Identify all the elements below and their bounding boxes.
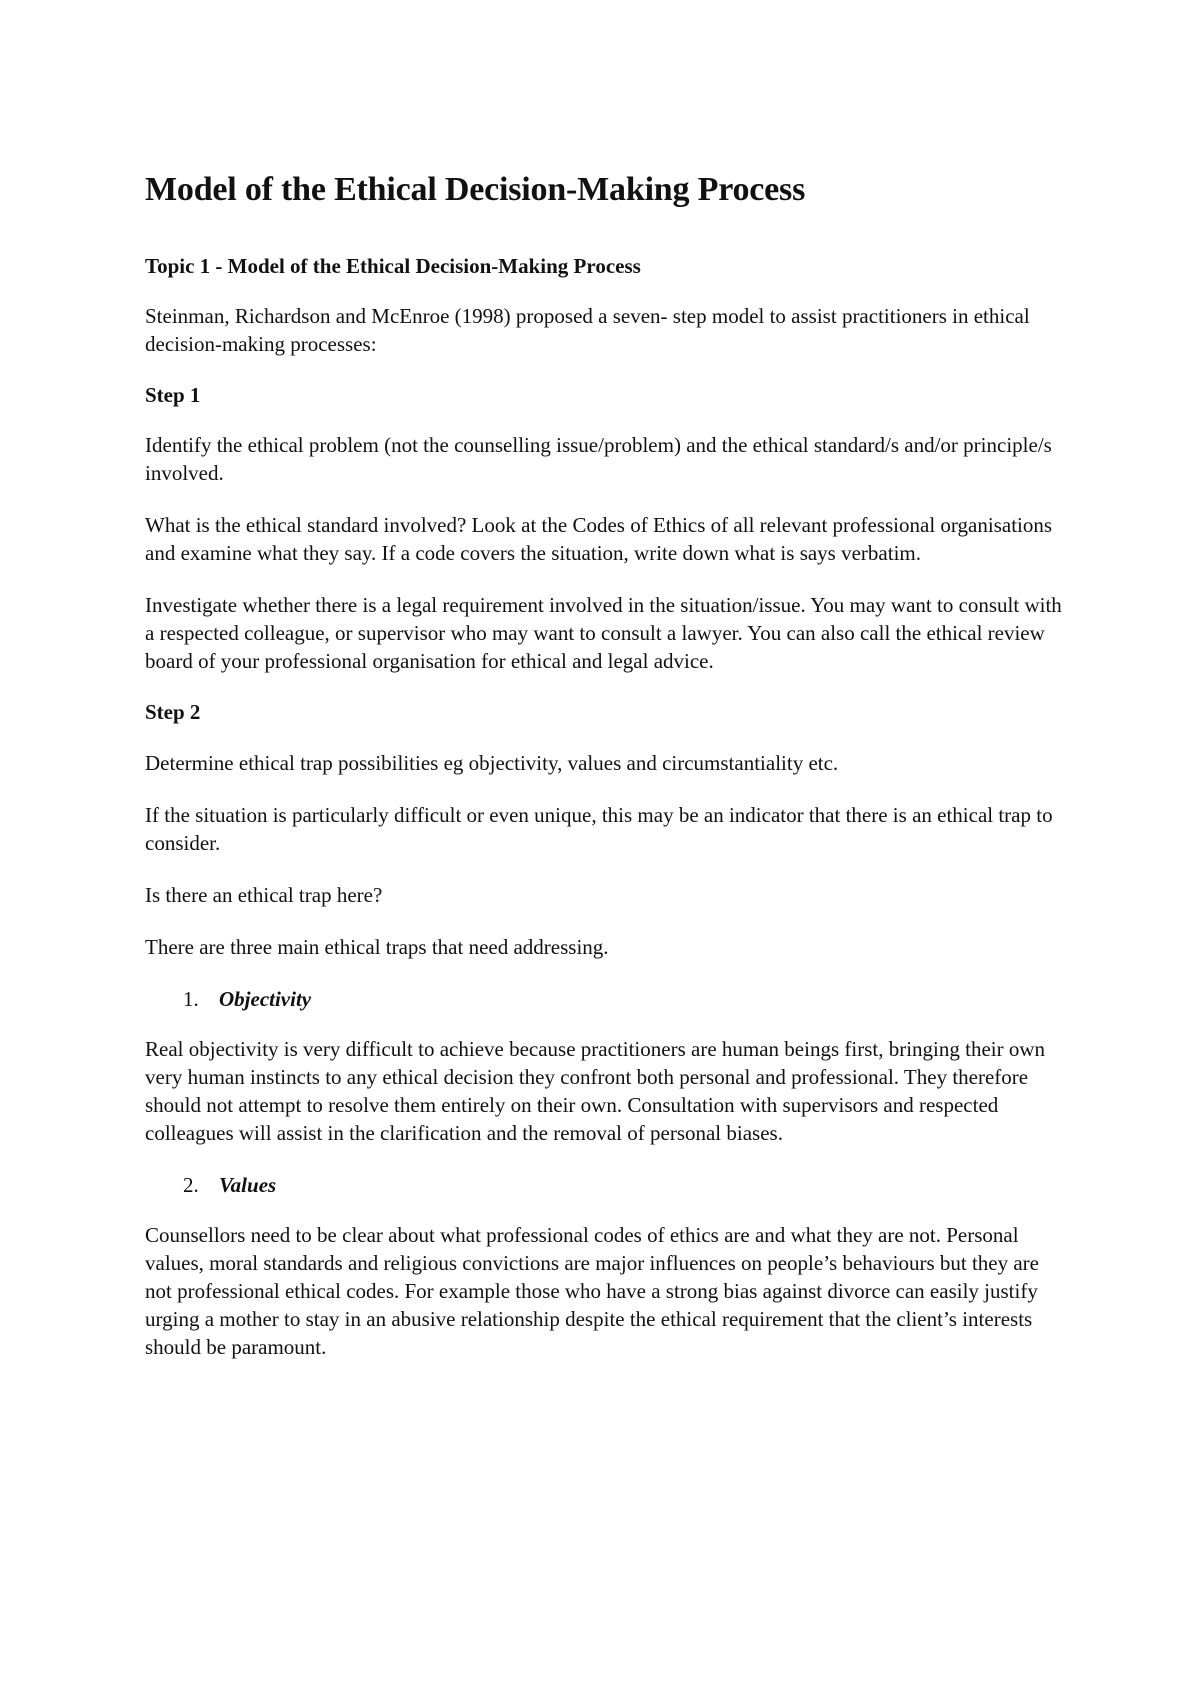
- document-body: [145, 170, 1070, 1385]
- trap-number: 1.: [183, 986, 199, 1011]
- step-2-paragraph: Is there an ethical trap here?: [145, 882, 383, 907]
- step-1-paragraph: What is the ethical standard involved? Look at the Codes of Ethics of all relevant professional organisations and examine what they say. If a code covers the situation, write down what is says verbatim.: [145, 513, 1053, 566]
- step-2-paragraph: There are three main ethical traps that need addressing.: [145, 934, 609, 959]
- trap-number: 2.: [183, 1172, 199, 1197]
- intro-paragraph: Steinman, Richardson and McEnroe (1998) proposed a seven- step model to assist practitioners in ethical decision-making processes:: [145, 304, 1030, 357]
- trap-list-item: [145, 1171, 1070, 1199]
- topic-heading: Topic 1 - Model of the Ethical Decision-Making Process: [145, 253, 641, 278]
- step-2-paragraph: If the situation is particularly difficult or even unique, this may be an indicator that there is an ethical trap to consider.: [145, 802, 1053, 855]
- step-2-paragraph: Determine ethical trap possibilities eg objectivity, values and circumstantiality etc.: [145, 750, 839, 775]
- trap-label: Objectivity: [219, 986, 312, 1011]
- step-1-paragraph: Investigate whether there is a legal requirement involved in the situation/issue. You may want to consult with a respected colleague, or supervisor who may want to consult a lawyer. You can also call the ethical review board of your professional organisation for ethical and legal advice.: [145, 593, 1062, 674]
- document-title: Model of the Ethical Decision-Making Process: [145, 171, 806, 208]
- trap-list-item: [145, 985, 1070, 1013]
- step-2-heading: Step 2: [145, 700, 201, 725]
- step-1-heading: Step 1: [145, 383, 201, 408]
- trap-description: Real objectivity is very difficult to achieve because practitioners are human beings first, bringing their own very human instincts to any ethical decision they confront both personal and professional. They therefore should not attempt to resolve them entirely on their own. Consultation with supervisors and respected colleagues will assist in the clarification and the removal of personal biases.: [145, 1036, 1046, 1145]
- trap-description: Counsellors need to be clear about what professional codes of ethics are and what they are not. Personal values, moral standards and religious convictions are major influences on people’s behaviours but they are not professional ethical codes. For example those who have a strong bias against divorce can easily justify urging a mother to stay in an abusive relationship despite the ethical requirement that the client’s interests should be paramount.: [145, 1222, 1039, 1359]
- trap-label: Values: [219, 1172, 277, 1197]
- step-1-paragraph: Identify the ethical problem (not the counselling issue/problem) and the ethical standard/s and/or principle/s involved.: [145, 433, 1052, 486]
